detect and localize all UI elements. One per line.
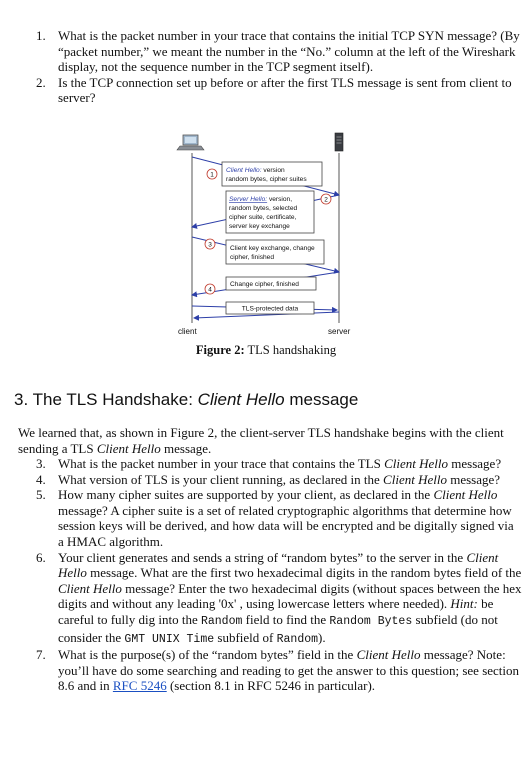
question-4	[18, 472, 522, 488]
message-3-line: cipher, finished	[230, 254, 274, 261]
tls-data-label: TLS-protected data	[241, 305, 299, 313]
message-2-line: cipher suite, certificate,	[229, 214, 297, 221]
question-number: 4.	[36, 471, 46, 487]
code-random: Random	[200, 614, 243, 628]
question-text: Is the TCP connection set up before or after the first TLS message is sent from client to server?	[58, 74, 512, 106]
intro-text-end: message.	[160, 440, 212, 456]
question-text: Your client generates and sends a string of “random bytes” to the server in the Client Hello message. What are the first two hexadecimal digits in the random bytes field of the Client Hello message? Enter the two hexadecimal digits (without spaces between the hex digits and without any leading '0x' , using lowercase letters where needed). Hint: be careful to fully dig into the Random field to find the Random Bytes subfield (do not consider the GMT UNIX Time subfield of Random).	[58, 549, 522, 646]
question-number: 1.	[36, 28, 46, 43]
section-number: 3.	[14, 390, 29, 409]
question-text: What version of TLS is your client running, as declared in the Client Hello message?	[58, 471, 501, 487]
hint-label: Hint:	[450, 596, 478, 612]
question-number: 2.	[36, 74, 46, 90]
message-2-line: server key exchange	[229, 223, 290, 230]
message-2-text	[229, 196, 292, 203]
question-number: 6.	[36, 549, 46, 565]
figure-caption	[0, 343, 532, 359]
question-2	[18, 75, 522, 106]
message-2-line: random bytes, selected	[229, 205, 298, 212]
step-number-2: 2	[324, 196, 328, 204]
question-6	[18, 550, 522, 648]
client-hello-question-list	[18, 456, 522, 694]
client-hello-title-rest: version	[261, 167, 285, 174]
figure-caption-text: TLS handshaking	[244, 343, 337, 357]
code-random-bytes: Random Bytes	[329, 614, 413, 628]
intro-text: We learned that, as shown in Figure 2, the client-server TLS handshake begins with the client sending a TLS	[18, 425, 504, 456]
question-5	[18, 487, 522, 549]
code-random: Random	[276, 632, 319, 646]
step-number-3: 3	[208, 241, 212, 249]
question-number: 5.	[36, 487, 46, 503]
question-text: What is the packet number in your trace that contains the TLS Client Hello message?	[58, 456, 502, 471]
rfc-5246-link[interactable]: RFC 5246	[112, 678, 167, 694]
section-title-italic: Client Hello	[197, 390, 285, 409]
message-4-line: Change cipher, finished	[230, 281, 299, 288]
question-1	[18, 28, 522, 75]
section-heading	[14, 390, 358, 410]
figure-caption-label: Figure 2:	[195, 343, 245, 357]
client-hello-title: Client Hello:	[226, 167, 262, 174]
message-3-line: Client key exchange, change	[230, 245, 315, 252]
question-text: What is the purpose(s) of the “random bytes” field in the Client Hello message? Note: you’ll have do some searching and reading to get the answer to this question; see section 8.6 and in RFC 5246 (section 8.1 in RFC 5246 in particular).	[58, 647, 520, 694]
server-label: server	[328, 327, 351, 336]
intro-italic: Client Hello	[96, 440, 161, 456]
top-question-list	[18, 28, 522, 106]
section-title-end: message	[284, 390, 359, 409]
server-hello-title: Server Hello:	[229, 196, 268, 203]
client-laptop-icon	[177, 135, 204, 150]
step-number-1: 1	[210, 171, 214, 179]
tls-handshake-diagram	[170, 127, 360, 339]
question-7	[18, 647, 522, 694]
message-1-line: random bytes, cipher suites	[226, 176, 307, 183]
server-hello-title-rest: version,	[267, 196, 293, 203]
question-3	[18, 456, 522, 472]
question-text: What is the packet number in your trace that contains the initial TCP SYN message? (By “packet number,” we meant the number in the “No.” column at the left of the Wireshark display, not the sequence number in the TCP segment itself).	[58, 28, 520, 75]
client-label: client	[178, 327, 197, 336]
question-number: 7.	[36, 647, 46, 663]
code-gmt-unix-time: GMT UNIX Time	[124, 632, 215, 646]
step-number-4: 4	[208, 286, 212, 294]
question-number: 3.	[36, 456, 46, 471]
question-text: How many cipher suites are supported by your client, as declared in the Client Hello message? A cipher suite is a set of related cryptographic algorithms that determine how session keys will be derived, and how data will be encrypted and be digitally signed via a HMAC algorithm.	[58, 487, 514, 549]
message-1-text	[226, 167, 285, 174]
section-intro	[18, 425, 518, 456]
section-title-plain: The TLS Handshake:	[28, 390, 198, 409]
server-tower-icon	[335, 133, 343, 151]
